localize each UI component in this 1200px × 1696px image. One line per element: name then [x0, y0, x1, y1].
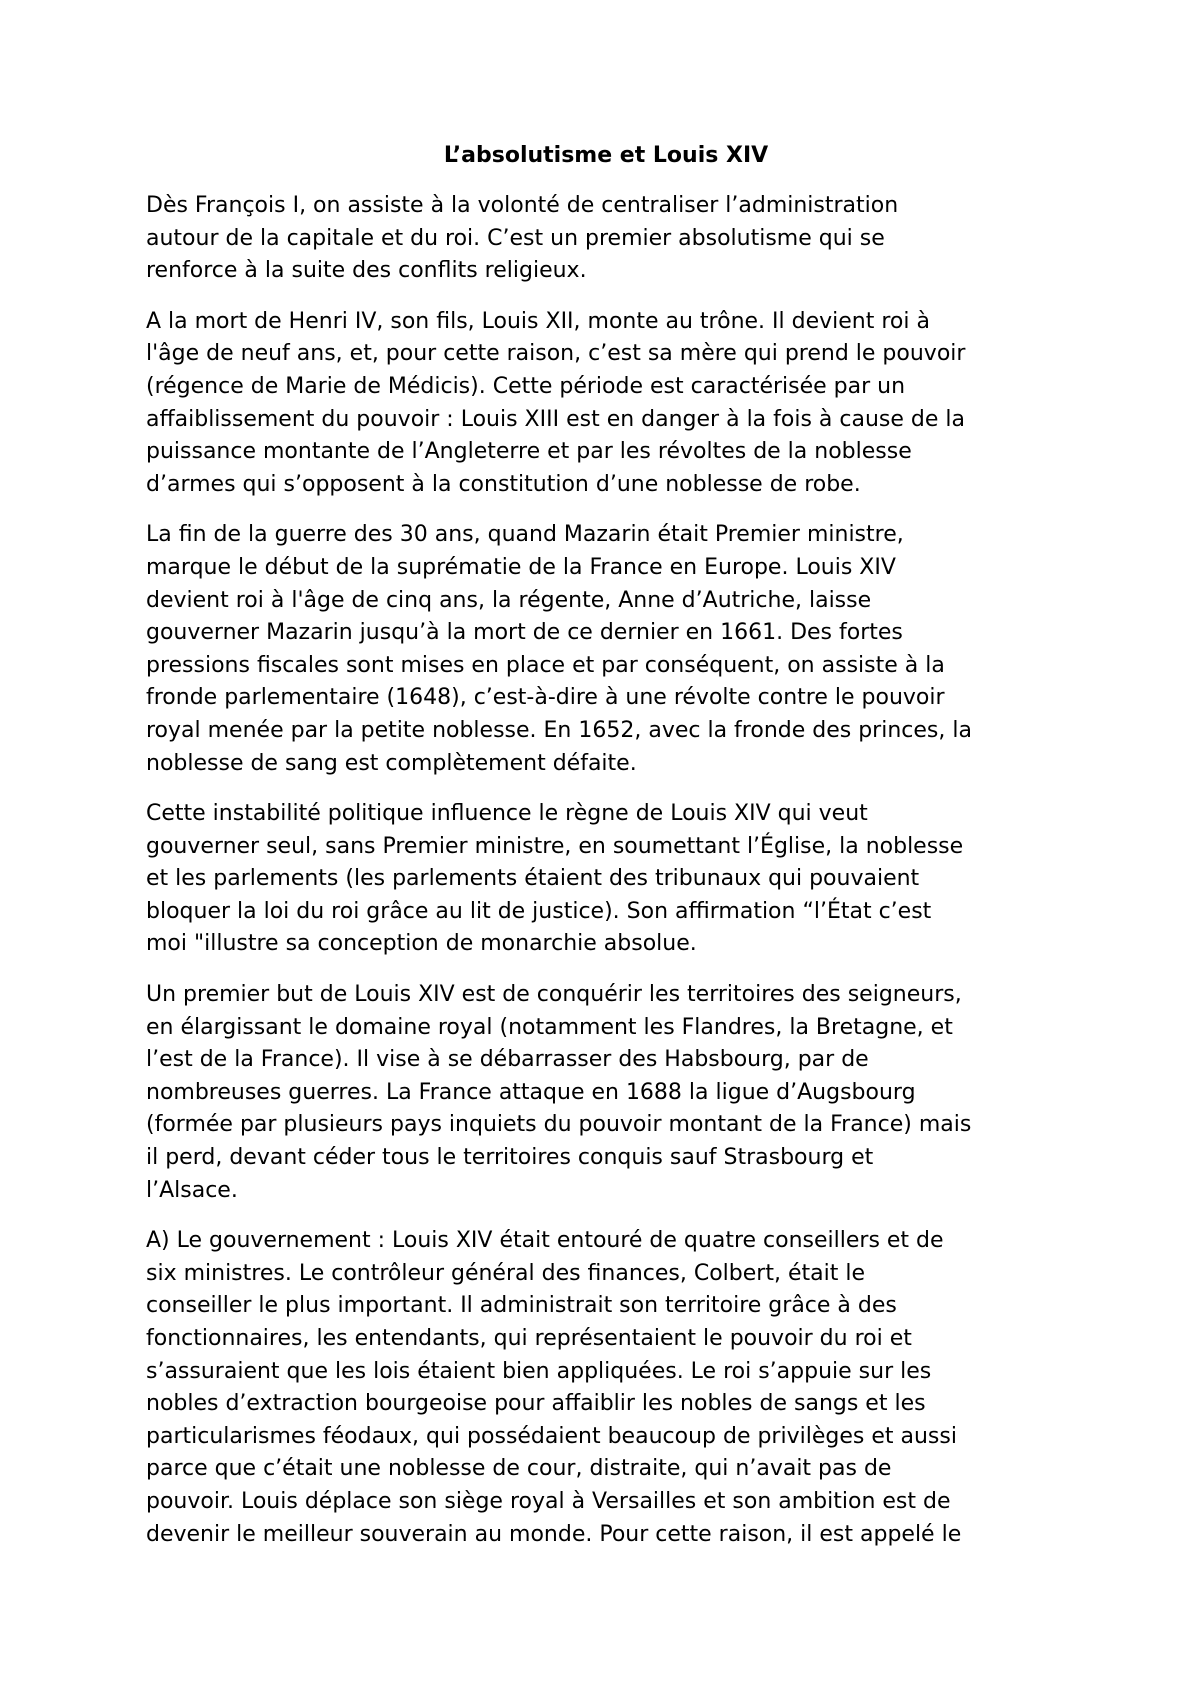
paragraph-line: nobles d’extraction bourgeoise pour affaiblir les nobles de sangs et les: [146, 1391, 926, 1417]
paragraph-line: moi "illustre sa conception de monarchie absolue.: [146, 931, 697, 957]
paragraph-line: fonctionnaires, les entendants, qui représentaient le pouvoir du roi et: [146, 1326, 912, 1351]
paragraph-line: conseiller le plus important. Il administrait son territoire grâce à des: [146, 1293, 897, 1319]
paragraph-line: gouverner seul, sans Premier ministre, en soumettant l’Église, la noblesse: [146, 833, 964, 859]
paragraph: [146, 798, 1066, 961]
document-title: L’absolutisme et Louis XIV: [443, 143, 769, 168]
paragraph-line: bloquer la loi du roi grâce au lit de justice). Son affirmation “l’État c’est: [146, 898, 932, 924]
paragraph-line: parce que c’était une noblesse de cour, distraite, qui n’avait pas de: [146, 1456, 892, 1482]
paragraph-line: devient roi à l'âge de cinq ans, la régente, Anne d’Autriche, laisse: [146, 587, 872, 613]
paragraph-line: l'âge de neuf ans, et, pour cette raison, c’est sa mère qui prend le pouvoir: [146, 341, 966, 367]
paragraph-line: l’est de la France). Il vise à se débarrasser des Habsbourg, par de: [146, 1047, 869, 1073]
paragraph-line: particularismes féodaux, qui possédaient beaucoup de privilèges et aussi: [146, 1423, 957, 1449]
paragraph-line: La fin de la guerre des 30 ans, quand Mazarin était Premier ministre,: [146, 522, 904, 548]
paragraph-line: Cette instabilité politique influence le règne de Louis XIV qui veut: [146, 801, 868, 827]
paragraph-line: nombreuses guerres. La France attaque en 1688 la ligue d’Augsbourg: [146, 1079, 916, 1105]
paragraph-line: Dès François I, on assiste à la volonté de centraliser l’administration: [146, 193, 899, 218]
paragraph-line: marque le début de la suprématie de la France en Europe. Louis XIV: [146, 554, 896, 580]
paragraph-line: autour de la capitale et du roi. C’est un premier absolutisme qui se: [146, 225, 885, 251]
paragraph-line: (formée par plusieurs pays inquiets du pouvoir montant de la France) mais: [146, 1112, 972, 1138]
paragraph: [146, 1225, 1066, 1551]
paragraph-line: noblesse de sang est complètement défaite.: [146, 750, 637, 776]
paragraph-line: l’Alsace.: [146, 1177, 238, 1203]
paragraph-line: A la mort de Henri IV, son fils, Louis XII, monte au trône. Il devient roi à: [146, 308, 930, 334]
paragraph-line: puissance montante de l’Angleterre et par les révoltes de la noblesse: [146, 439, 912, 465]
paragraph-line: gouverner Mazarin jusqu’à la mort de ce dernier en 1661. Des fortes: [146, 620, 903, 646]
paragraph-line: A) Le gouvernement : Louis XIV était entouré de quatre conseillers et de: [146, 1228, 944, 1254]
paragraph-line: Un premier but de Louis XIV est de conquérir les territoires des seigneurs,: [146, 982, 962, 1008]
paragraph-line: renforce à la suite des conflits religieux.: [146, 258, 587, 284]
paragraph: [146, 979, 1066, 1207]
document-body: [146, 140, 1066, 1569]
paragraph-line: six ministres. Le contrôleur général des finances, Colbert, était le: [146, 1260, 865, 1286]
paragraph-line: d’armes qui s’opposent à la constitution d’une noblesse de robe.: [146, 471, 861, 497]
paragraph-line: et les parlements (les parlements étaient des tribunaux qui pouvaient: [146, 866, 920, 892]
paragraph-line: pouvoir. Louis déplace son siège royal à Versailles et son ambition est de: [146, 1488, 951, 1514]
paragraph-line: (régence de Marie de Médicis). Cette période est caractérisée par un: [146, 373, 906, 399]
paragraph-line: fronde parlementaire (1648), c’est-à-dire à une révolte contre le pouvoir: [146, 685, 945, 711]
paragraph-line: devenir le meilleur souverain au monde. Pour cette raison, il est appelé le: [146, 1521, 962, 1547]
paragraph-line: en élargissant le domaine royal (notamment les Flandres, la Bretagne, et: [146, 1014, 953, 1040]
paragraph-line: royal menée par la petite noblesse. En 1652, avec la fronde des princes, la: [146, 717, 972, 743]
paragraph-line: affaiblissement du pouvoir : Louis XIII est en danger à la fois à cause de la: [146, 406, 966, 432]
paragraph: [146, 519, 1066, 780]
paragraph: [146, 306, 1066, 502]
paragraph-list: [146, 190, 1066, 1551]
paragraph-line: s’assuraient que les lois étaient bien appliquées. Le roi s’appuie sur les: [146, 1358, 932, 1384]
paragraph-line: il perd, devant céder tous le territoires conquis sauf Strasbourg et: [146, 1145, 874, 1171]
paragraph-line: pressions fiscales sont mises en place et par conséquent, on assiste à la: [146, 652, 945, 678]
paragraph: [146, 190, 1066, 288]
